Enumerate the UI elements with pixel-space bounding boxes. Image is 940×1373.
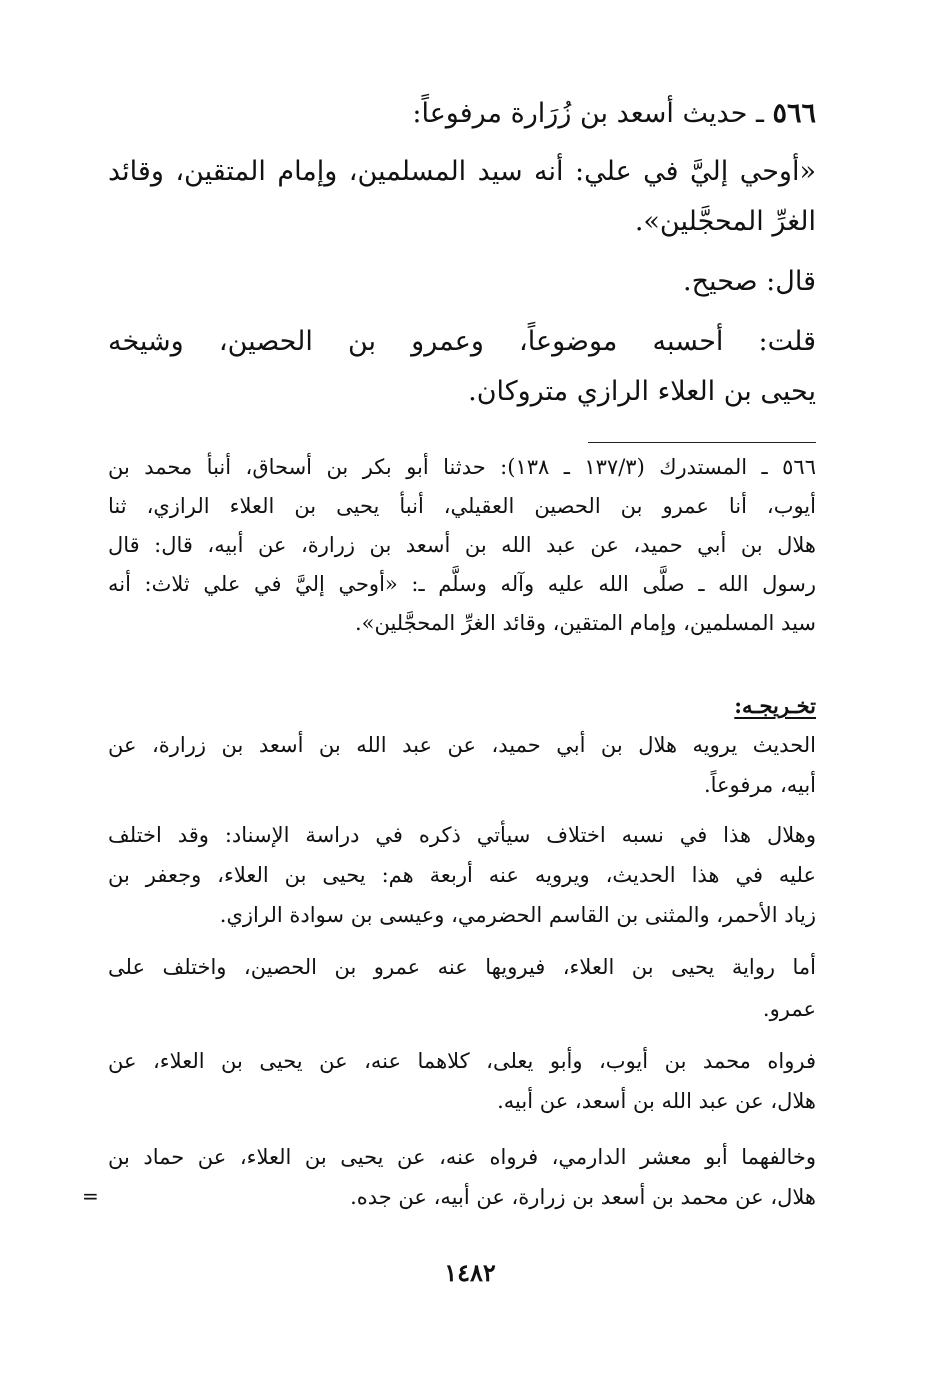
takhrij-heading: تخـريجـه: (734, 693, 816, 718)
takhrij-paragraph-line: فرواه محمد بن أيوب، وأبو يعلى، كلاهما عنه، عن يحيى بن العلاء، عن (108, 1049, 816, 1073)
takhrij-paragraph-line: الحديث يرويه هلال بن أبي حميد، عن عبد الله بن أسعد بن زرارة، عن (108, 733, 816, 757)
footnote-line: ٥٦٦ ـ المستدرك (١٣٧/٣ ـ ١٣٨): حدثنا أبو بكر بن أسحاق، أنبأ محمد بن (108, 455, 816, 479)
takhrij-paragraph-line: زياد الأحمر، والمثنى بن القاسم الحضرمي، وعيسى بن سوادة الرازي. (219, 903, 816, 927)
footnote-line: رسول الله ـ صلَّى الله عليه وآله وسلَّم ـ: «أوحي إليَّ في علي ثلاث: أنه (108, 572, 816, 596)
qultu-line: يحيى بن العلاء الرازي متروكان. (468, 376, 816, 407)
takhrij-paragraph-line: وخالفهما أبو معشر الدارمي، فرواه عنه، عن يحيى بن العلاء، عن حماد بن (108, 1145, 816, 1169)
footnote-line: سيد المسلمين، وإمام المتقين، وقائد الغرِّ المحجَّلين». (354, 611, 816, 635)
hadith-heading (412, 98, 816, 129)
continuation-mark: = (82, 1184, 99, 1208)
qultu-line: قلت: أحسبه موضوعاً، وعمرو بن الحصين، وشيخه (108, 326, 816, 357)
takhrij-paragraph-line: أبيه، مرفوعاً. (703, 773, 816, 797)
hadith-title: ـ حديث أسعد بن زُرَارة مرفوعاً: (412, 98, 764, 129)
footnote-separator (588, 442, 816, 443)
hadith-number: ٥٦٦ (772, 98, 816, 129)
hadith-text-line: الغرِّ المحجَّلين». (634, 206, 816, 237)
takhrij-paragraph-line: هلال، عن محمد بن أسعد بن زرارة، عن أبيه، عن جده. (350, 1185, 816, 1209)
takhrij-paragraph-line: وهلال هذا في نسبه اختلاف سيأتي ذكره في دراسة الإسناد: وقد اختلف (108, 823, 816, 847)
page-number: ١٤٨٢ (444, 1258, 496, 1287)
takhrij-paragraph-line: عليه في هذا الحديث، ويرويه عنه أربعة هم: يحيى بن العلاء، وجعفر بن (108, 863, 816, 887)
takhrij-paragraph-line: هلال، عن عبد الله بن أسعد، عن أبيه. (497, 1089, 816, 1113)
footnote-line: هلال بن أبي حميد، عن عبد الله بن أسعد بن زرارة، عن أبيه، قال: قال (108, 533, 816, 557)
qala-statement: قال: صحيح. (683, 266, 816, 297)
footnote-line: أيوب، أنا عمرو بن الحصين العقيلي، أنبأ يحيى بن العلاء الرازي، ثنا (108, 494, 816, 518)
takhrij-paragraph-line: عمرو. (762, 997, 816, 1021)
book-page (108, 0, 816, 1373)
takhrij-paragraph-line: أما رواية يحيى بن العلاء، فيرويها عنه عمرو بن الحصين، واختلف على (108, 955, 816, 979)
hadith-text-line: «أوحي إليَّ في علي: أنه سيد المسلمين، وإمام المتقين، وقائد (108, 156, 816, 187)
